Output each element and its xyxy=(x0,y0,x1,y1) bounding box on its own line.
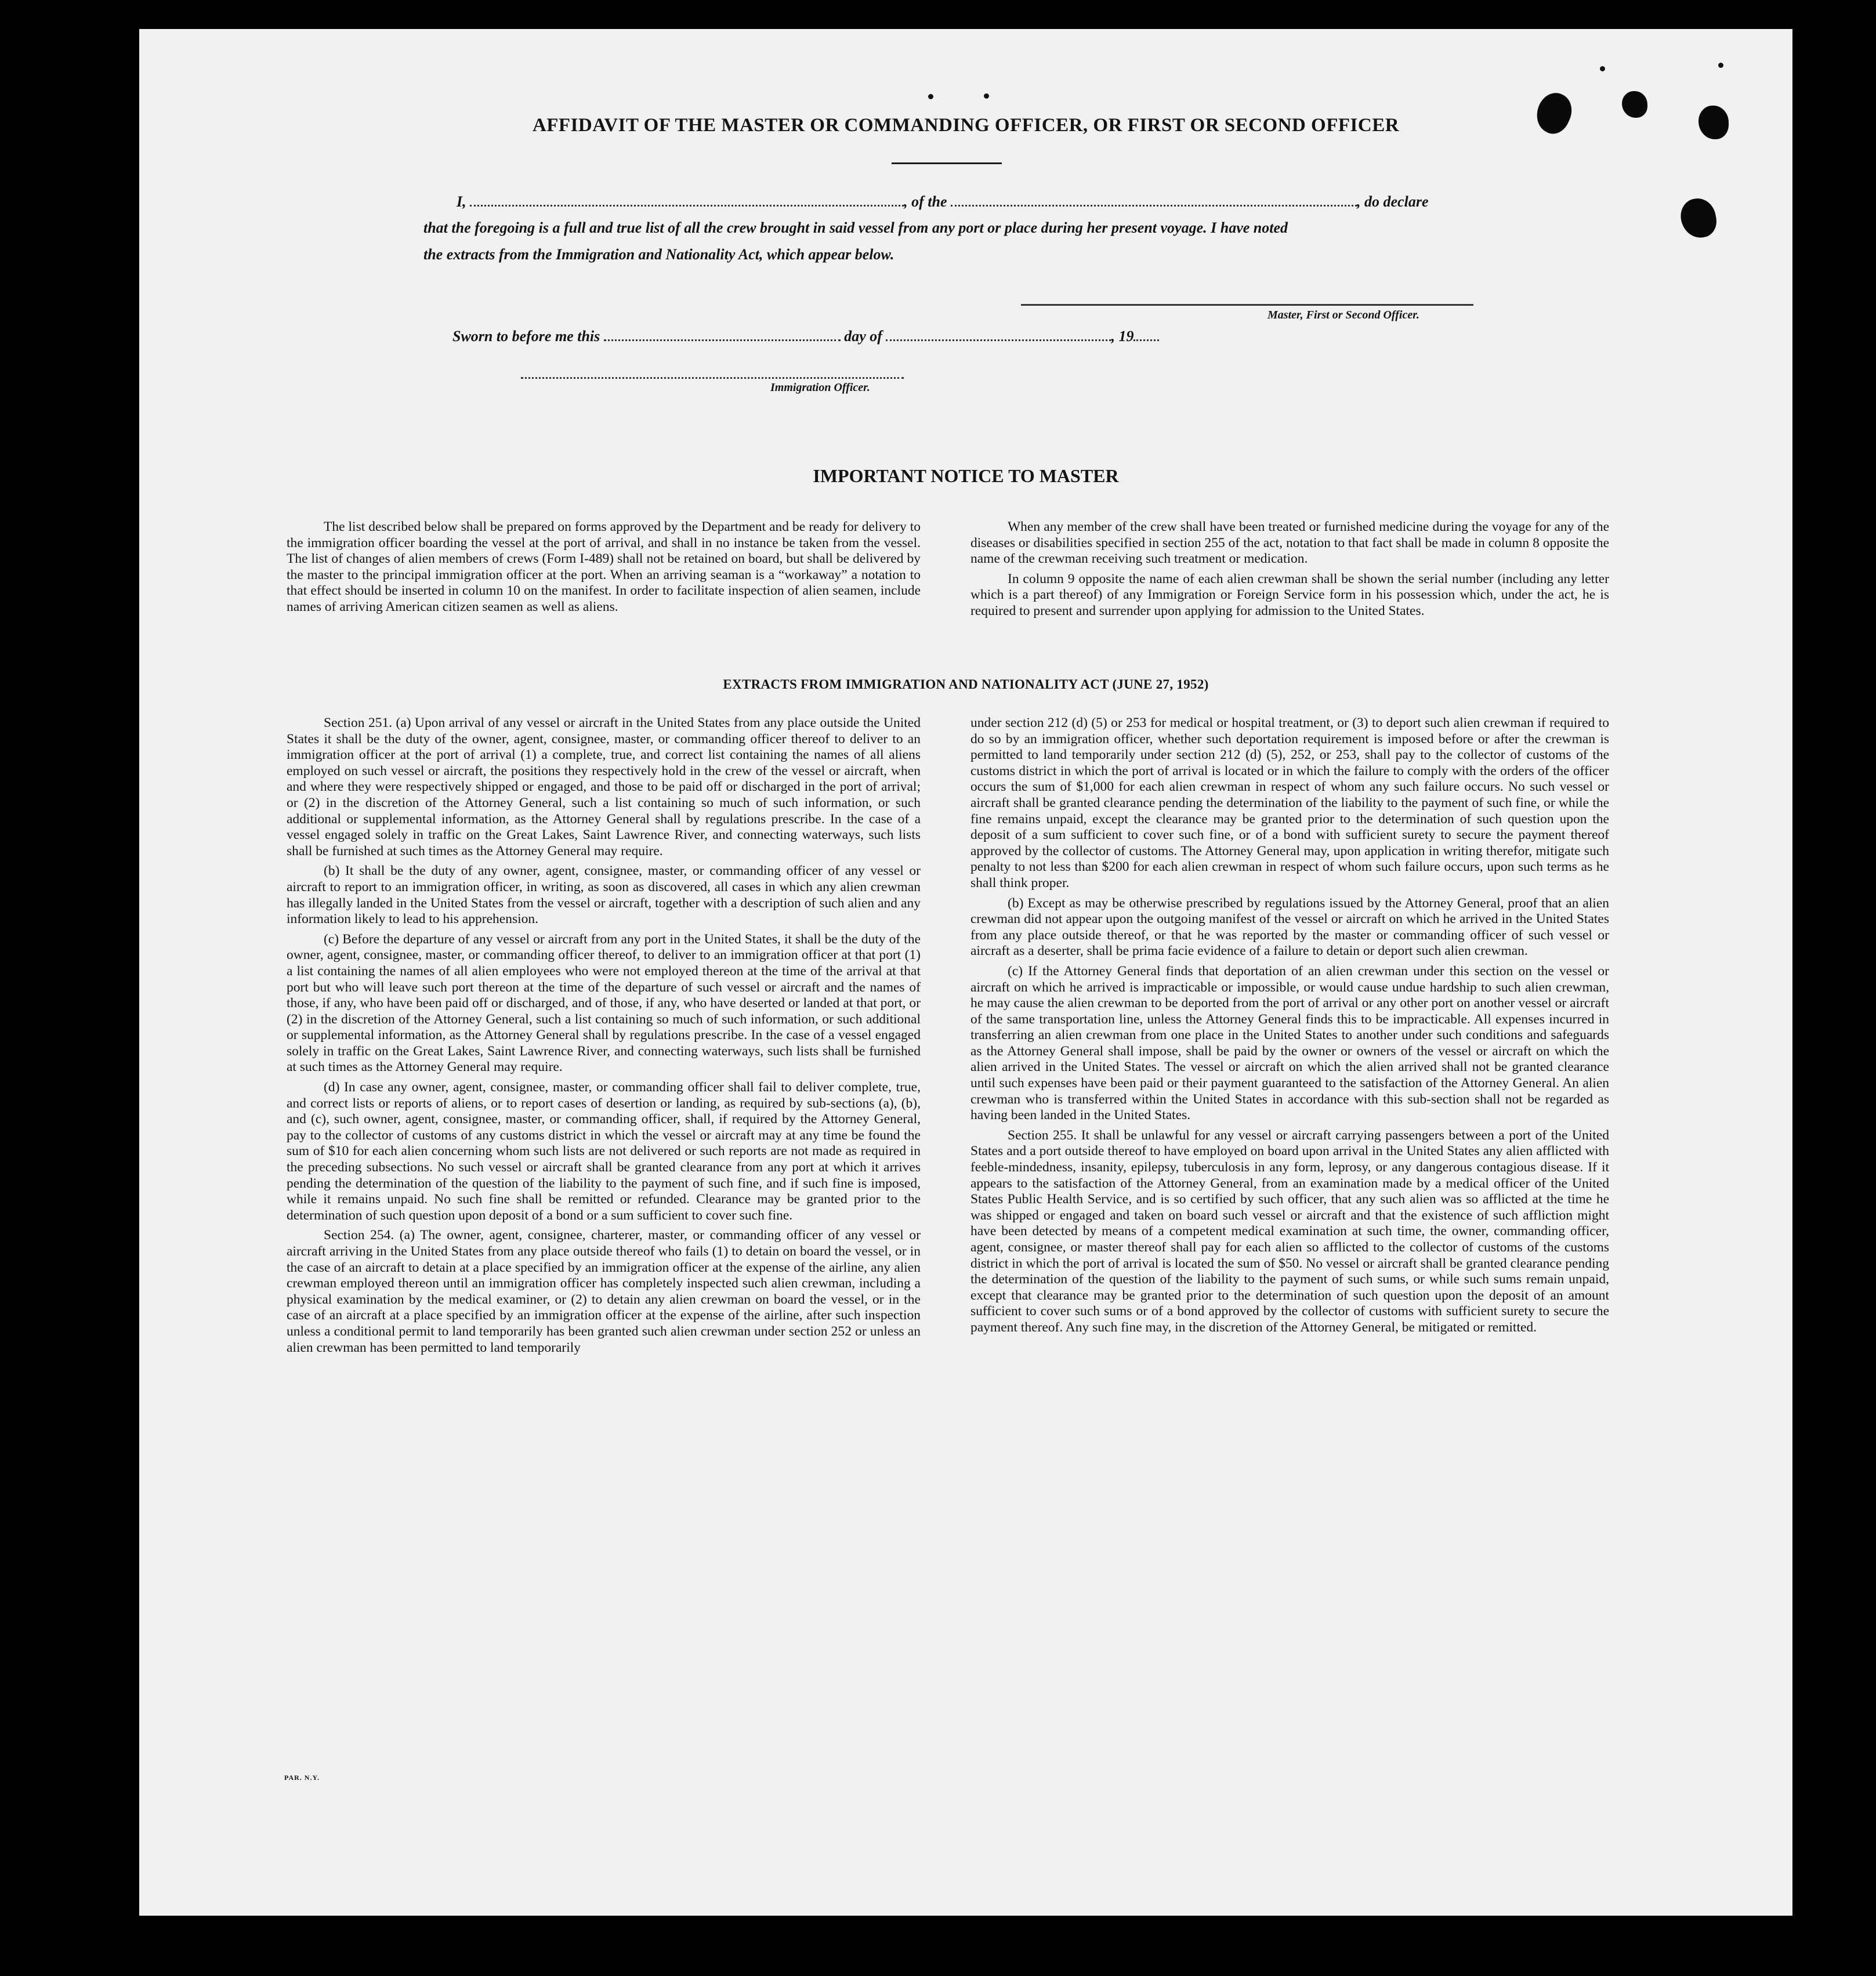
notice-paragraph: In column 9 opposite the name of each alien crewman shall be shown the serial number (including any letter which is a part thereof) of any Immigration or Foreign Service form in his possession which, under the act, he is required to present and surrender upon applying for admission to the United States. xyxy=(970,571,1609,618)
notice-paragraph: When any member of the crew shall have been treated or furnished medicine during the voyage for any of the diseases or disabilities specified in section 255 of the act, notation to that fact shall be made in column 8 opposite the name of the crewman receiving such treatment or medication. xyxy=(970,519,1609,567)
declare-suffix: , do declare xyxy=(1357,193,1429,210)
notice-right-column xyxy=(970,519,1609,624)
master-signature-caption: Master, First or Second Officer. xyxy=(1267,309,1419,321)
extract-paragraph: (c) Before the departure of any vessel or aircraft from any port in the United States, it shall be the duty of the owner, agent, consignee, master, or commanding officer thereof, to deliver to an immigration officer at that port (1) a list containing the names of all alien employees who were not employed thereon at the time of the arrival at that port but who will leave such port thereon at the time of the departure of such vessel or aircraft and the names of those, if any, who have been paid off or discharged, and of those, if any, who have deserted or landed at that port, or (2) in the discretion of the Attorney General, such a list containing so much of such information, or such additional or supplemental information, as the Attorney General shall by regulations prescribe. In the case of a vessel engaged solely in traffic on the Great Lakes, Saint Lawrence River, and connecting waterways, such lists shall be furnished at such times as the Attorney General may require. xyxy=(287,931,921,1075)
sworn-month-field[interactable] xyxy=(886,329,1111,341)
extract-paragraph: Section 255. It shall be unlawful for any vessel or aircraft carrying passengers between a port of the United States and a port outside thereof to have employed on board upon arrival in the United States any alien afflicted with feeble-mindedness, insanity, epilepsy, tuberculosis in any form, leprosy, or any dangerous contagious disease. If it appears to the satisfaction of the Attorney General, from an examination made by a medical officer of the United States Public Health Service, and is so certified by such officer, that any such alien was so afflicted at the time he was shipped or engaged and taken on board such vessel or aircraft and that the existence of such affliction might have been detected by means of a competent medical examination at such time, the owner, commanding officer, agent, consignee, or master thereof shall pay for each alien so afflicted to the collector of customs of the customs district in which the port of arrival is located the sum of $50. No vessel or aircraft shall be granted clearance pending the determination of the question of the liability to the payment of such sums, or while such sums remain unpaid, except that clearance may be granted prior to the determination of such question upon the deposit of an amount sufficient to cover such sums or of a bond approved by the collector of customs with sufficient surety to secure the payment thereof. Any such fine may, in the discretion of the Attorney General, be mitigated or remitted. xyxy=(970,1127,1609,1335)
extract-paragraph: under section 212 (d) (5) or 253 for medical or hospital treatment, or (3) to deport such alien crewman if required to do so by an immigration officer, whether such deportation requirement is imposed before or after the crewman is permitted to land temporarily under section 212 (d) (5), 252, or 253, shall pay to the collector of customs of the customs district in which the port of arrival is located or in which the failure to comply with the orders of the officer occurs the sum of $1,000 for each alien crewman in respect of whom any such failure occurs. No such vessel or aircraft shall be granted clearance pending the determination of the liability to the payment of such fine, or while the fine remains unpaid, except the clearance may be granted prior to the determination of such question upon the deposit of a sum sufficient to cover such fine, or of a bond with sufficient surety to secure the payment thereof approved by the collector of customs. The Attorney General may, upon application in writing therefor, mitigate such penalty to not less than $200 for each alien crewman in respect of whom such failure occurs, upon such terms as he shall think proper. xyxy=(970,715,1609,891)
declare-mid: , of the xyxy=(904,193,947,210)
extract-paragraph: (d) In case any owner, agent, consignee, master, or commanding officer shall fail to deliver complete, true, and correct lists or reports of aliens, or to report cases of desertion or landing, as required by sub-sections (a), (b), and (c), such owner, agent, consignee, master, or commanding officer, shall, if required by the Attorney General, pay to the collector of customs of any customs district in which the vessel or aircraft may at any time be found the sum of $10 for each alien concerning whom such lists are not delivered or such reports are not made as required in the preceding subsections. No such vessel or aircraft shall be granted clearance from any port at which it arrives pending the determination of the question of the liability to the payment of such fine, and if such fine is imposed, while it remains unpaid. No such fine shall be remitted or refunded. Clearance may be granted prior to the determination of such question upon deposit of a bond or a sum sufficient to cover such fine. xyxy=(287,1080,921,1223)
ink-speck xyxy=(984,93,989,99)
ink-speck xyxy=(1718,63,1723,68)
vessel-name-field[interactable] xyxy=(951,194,1357,207)
notice-paragraph: The list described below shall be prepared on forms approved by the Department and be ready for delivery to the immigration officer boarding the vessel at the port of arrival, and shall in no instance be taken from the vessel. The list of changes of alien members of crews (Form I-489) shall not be retained on board, but shall be delivered by the master to the principal immigration officer at the port. When an arriving seaman is a “workaway” a notation to that effect should be inserted in column 10 on the manifest. In order to facilitate inspection of alien seamen, include names of arriving American citizen seamen as well as aliens. xyxy=(287,519,921,614)
sworn-year-field[interactable] xyxy=(1133,329,1159,341)
sworn-prefix: Sworn to before me this xyxy=(452,328,600,345)
title-divider xyxy=(892,162,1002,164)
extracts-title: EXTRACTS FROM IMMIGRATION AND NATIONALITY ACT (JUNE 27, 1952) xyxy=(723,677,1209,692)
ink-blot xyxy=(1678,196,1719,240)
declaration-line-1 xyxy=(457,193,1428,211)
declare-prefix: I, xyxy=(457,193,466,210)
form-page xyxy=(139,29,1792,1916)
extract-paragraph: Section 254. (a) The owner, agent, consignee, charterer, master, or commanding officer of any vessel or aircraft arriving in the United States from any place outside thereof who fails (1) to detain on board the vessel, or in the case of an aircraft to detain at a place specified by an immigration officer at the expense of the airline, any alien crewman employed thereon until an immigration officer has completely inspected such alien crewman, including a physical examination by the medical examiner, or (2) to detain any alien crewman on board the vessel, or in the case of an aircraft at a place specified by an immigration officer at the expense of the airline, after such inspection unless a conditional permit to land temporarily has been granted such alien crewman under section 252 or unless an alien crewman has been permitted to land temporarily xyxy=(287,1228,921,1355)
printer-mark: PAR. N.Y. xyxy=(284,1774,320,1782)
ink-speck xyxy=(928,94,933,99)
extracts-right-column xyxy=(970,715,1609,1340)
notice-title: IMPORTANT NOTICE TO MASTER xyxy=(813,465,1119,486)
extracts-left-column xyxy=(287,715,921,1360)
ink-blot xyxy=(1622,91,1647,118)
sworn-year-prefix: , 19 xyxy=(1111,328,1134,345)
ink-speck xyxy=(1600,66,1605,71)
immigration-officer-signature-field[interactable] xyxy=(521,377,904,379)
sworn-line xyxy=(452,328,1159,345)
sworn-day-field[interactable] xyxy=(604,329,841,341)
extract-paragraph: (c) If the Attorney General finds that deportation of an alien crewman under this section on the vessel or aircraft on which he arrived is impracticable or impossible, or would cause undue hardship to such alien crewman, he may cause the alien crewman to be deported from the port of arrival or any other port on another vessel or aircraft of the same transportation line, unless the Attorney General finds this to be impracticable. All expenses incurred in transferring an alien crewman from one place in the United States to another under such conditions and safeguards as the Attorney General shall impose, shall be paid by the owner or owners of the vessel or aircraft on which the alien arrived in the United States. The vessel or aircraft on which the alien arrived shall not be granted clearance until such expenses have been paid or their payment guaranteed to the satisfaction of the Attorney General. An alien crewman who is transferred within the United States in accordance with this sub-section shall not be regarded as having been landed in the United States. xyxy=(970,963,1609,1123)
sworn-mid: day of xyxy=(844,328,882,345)
extract-paragraph: Section 251. (a) Upon arrival of any vessel or aircraft in the United States from any place outside the United States it shall be the duty of the owner, agent, consignee, master, or commanding officer thereof to deliver to an immigration officer at the port of arrival (1) a complete, true, and correct list containing the names of all aliens employed on such vessel or aircraft, the positions they respectively hold in the crew of the vessel or aircraft, when and where they were respectively shipped or engaged, and those to be paid off or discharged in the port of arrival; or (2) in the discretion of the Attorney General, such a list containing so much of such information, or such additional or supplemental information, as the Attorney General shall by regulations prescribe. In the case of a vessel engaged solely in traffic on the Great Lakes, Saint Lawrence River, and connecting waterways, such lists shall be furnished at such times as the Attorney General may require. xyxy=(287,715,921,859)
declaration-line-3: the extracts from the Immigration and Nationality Act, which appear below. xyxy=(423,246,894,263)
notice-left-column xyxy=(287,519,921,620)
extract-paragraph: (b) It shall be the duty of any owner, agent, consignee, master, or commanding officer of any vessel or aircraft to report to an immigration officer, in writing, as soon as discovered, all cases in which any alien crewman has illegally landed in the United States from the vessel or aircraft, together with a description of such alien and any information likely to lead to his apprehension. xyxy=(287,863,921,927)
master-signature-field[interactable] xyxy=(1021,304,1473,306)
immigration-officer-caption: Immigration Officer. xyxy=(770,381,870,394)
declaration-line-2: that the foregoing is a full and true list of all the crew brought in said vessel from any port or place during her present voyage. I have noted xyxy=(423,219,1288,236)
declarant-name-field[interactable] xyxy=(470,194,904,207)
affidavit-title: AFFIDAVIT OF THE MASTER OR COMMANDING OFFICER, OR FIRST OR SECOND OFFICER xyxy=(532,115,1400,136)
extract-paragraph: (b) Except as may be otherwise prescribed by regulations issued by the Attorney General, proof that an alien crewman did not appear upon the outgoing manifest of the vessel or aircraft on which he arrived in the United States from any place outside thereof, or that he was reported by the master or commanding officer of such vessel or aircraft as a deserter, shall be prima facie evidence of a failure to detain or deport such alien crewman. xyxy=(970,895,1609,959)
